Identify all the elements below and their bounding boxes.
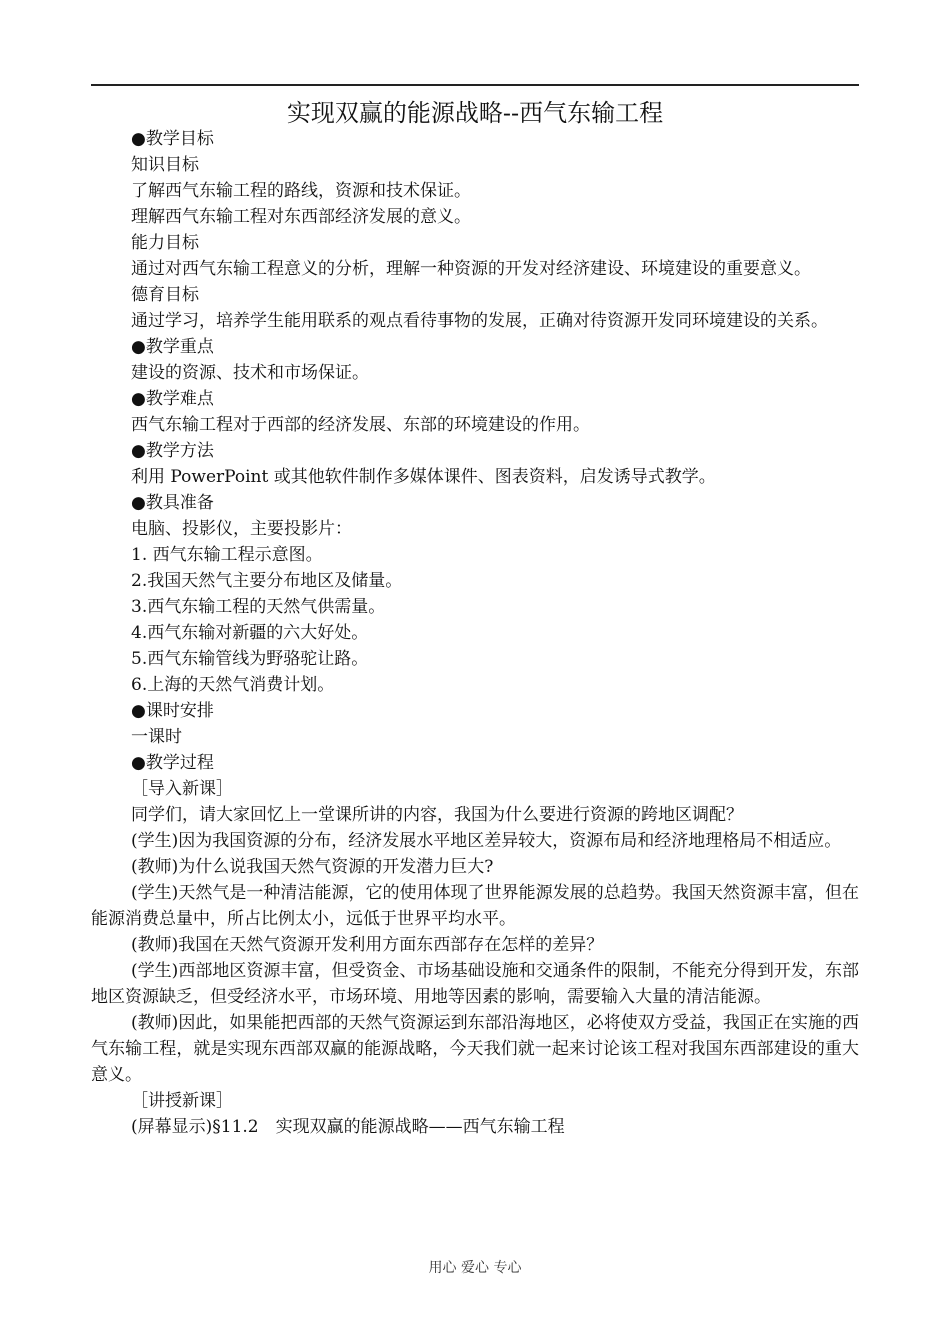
paragraph: (教师)因此，如果能把西部的天然气资源运到东部沿海地区，必将使双方受益，我国正在实施的西气东输工程，就是实现东西部双赢的能源战略，今天我们就一起来讨论该工程对我国东西部建设的重大意义。	[91, 1013, 859, 1085]
subheading-intro: ［导入新课］	[131, 779, 233, 799]
section-heading-difficulties: ●教学难点	[131, 389, 214, 409]
subheading-knowledge: 知识目标	[131, 155, 199, 175]
list-item: 1. 西气东输工程示意图。	[131, 545, 323, 565]
section-heading-schedule: ●课时安排	[131, 701, 214, 721]
paragraph: 建设的资源、技术和市场保证。	[131, 363, 369, 383]
subheading-ability: 能力目标	[131, 233, 199, 253]
section-heading-process: ●教学过程	[131, 753, 214, 773]
subheading-moral: 德育目标	[131, 285, 199, 305]
paragraph: (教师)我国在天然气资源开发利用方面东西部存在怎样的差异？	[131, 935, 604, 955]
paragraph: 了解西气东输工程的路线，资源和技术保证。	[131, 181, 471, 201]
paragraph: (屏幕显示)§11.2 实现双赢的能源战略——西气东输工程	[131, 1117, 565, 1137]
paragraph: (学生)天然气是一种清洁能源，它的使用体现了世界能源发展的总趋势。我国天然资源丰富，但在能源消费总量中，所占比例太小，远低于世界平均水平。	[91, 883, 859, 929]
paragraph: 利用 PowerPoint 或其他软件制作多媒体课件、图表资料，启发诱导式教学。	[131, 467, 716, 487]
paragraph: 西气东输工程对于西部的经济发展、东部的环境建设的作用。	[131, 415, 590, 435]
list-item: 4.西气东输对新疆的六大好处。	[131, 623, 369, 643]
paragraph: 通过学习，培养学生能用联系的观点看待事物的发展，正确对待资源开发同环境建设的关系。	[131, 311, 828, 331]
section-heading-materials: ●教具准备	[131, 493, 214, 513]
document-title: 实现双赢的能源战略--西气东输工程	[286, 99, 664, 127]
list-item: 2.我国天然气主要分布地区及储量。	[131, 571, 403, 591]
header-rule	[91, 84, 859, 86]
paragraph: (学生)西部地区资源丰富，但受资金、市场基础设施和交通条件的限制，不能充分得到开发，东部地区资源缺乏，但受经济水平，市场环境、用地等因素的影响，需要输入大量的清洁能源。	[91, 961, 859, 1007]
paragraph: (教师)为什么说我国天然气资源的开发潜力巨大?	[131, 857, 494, 877]
section-heading-key-points: ●教学重点	[131, 337, 214, 357]
paragraph: (学生)因为我国资源的分布，经济发展水平地区差异较大，资源布局和经济地理格局不相适应。	[131, 831, 842, 851]
list-item: 3.西气东输工程的天然气供需量。	[131, 597, 386, 617]
paragraph: 理解西气东输工程对东西部经济发展的意义。	[131, 207, 471, 227]
subheading-new-lesson: ［讲授新课］	[131, 1091, 233, 1111]
paragraph: 同学们，请大家回忆上一堂课所讲的内容，我国为什么要进行资源的跨地区调配？	[131, 805, 743, 825]
document-body	[91, 126, 859, 1140]
paragraph: 通过对西气东输工程意义的分析，理解一种资源的开发对经济建设、环境建设的重要意义。	[131, 259, 811, 279]
list-item: 6.上海的天然气消费计划。	[131, 675, 335, 695]
section-heading-methods: ●教学方法	[131, 441, 214, 461]
paragraph: 一课时	[131, 727, 182, 747]
list-item: 5.西气东输管线为野骆驼让路。	[131, 649, 369, 669]
paragraph: 电脑、投影仪，主要投影片：	[131, 519, 352, 539]
section-heading-objectives: ●教学目标	[131, 129, 214, 149]
page-footer: 用心 爱心 专心	[428, 1260, 522, 1276]
